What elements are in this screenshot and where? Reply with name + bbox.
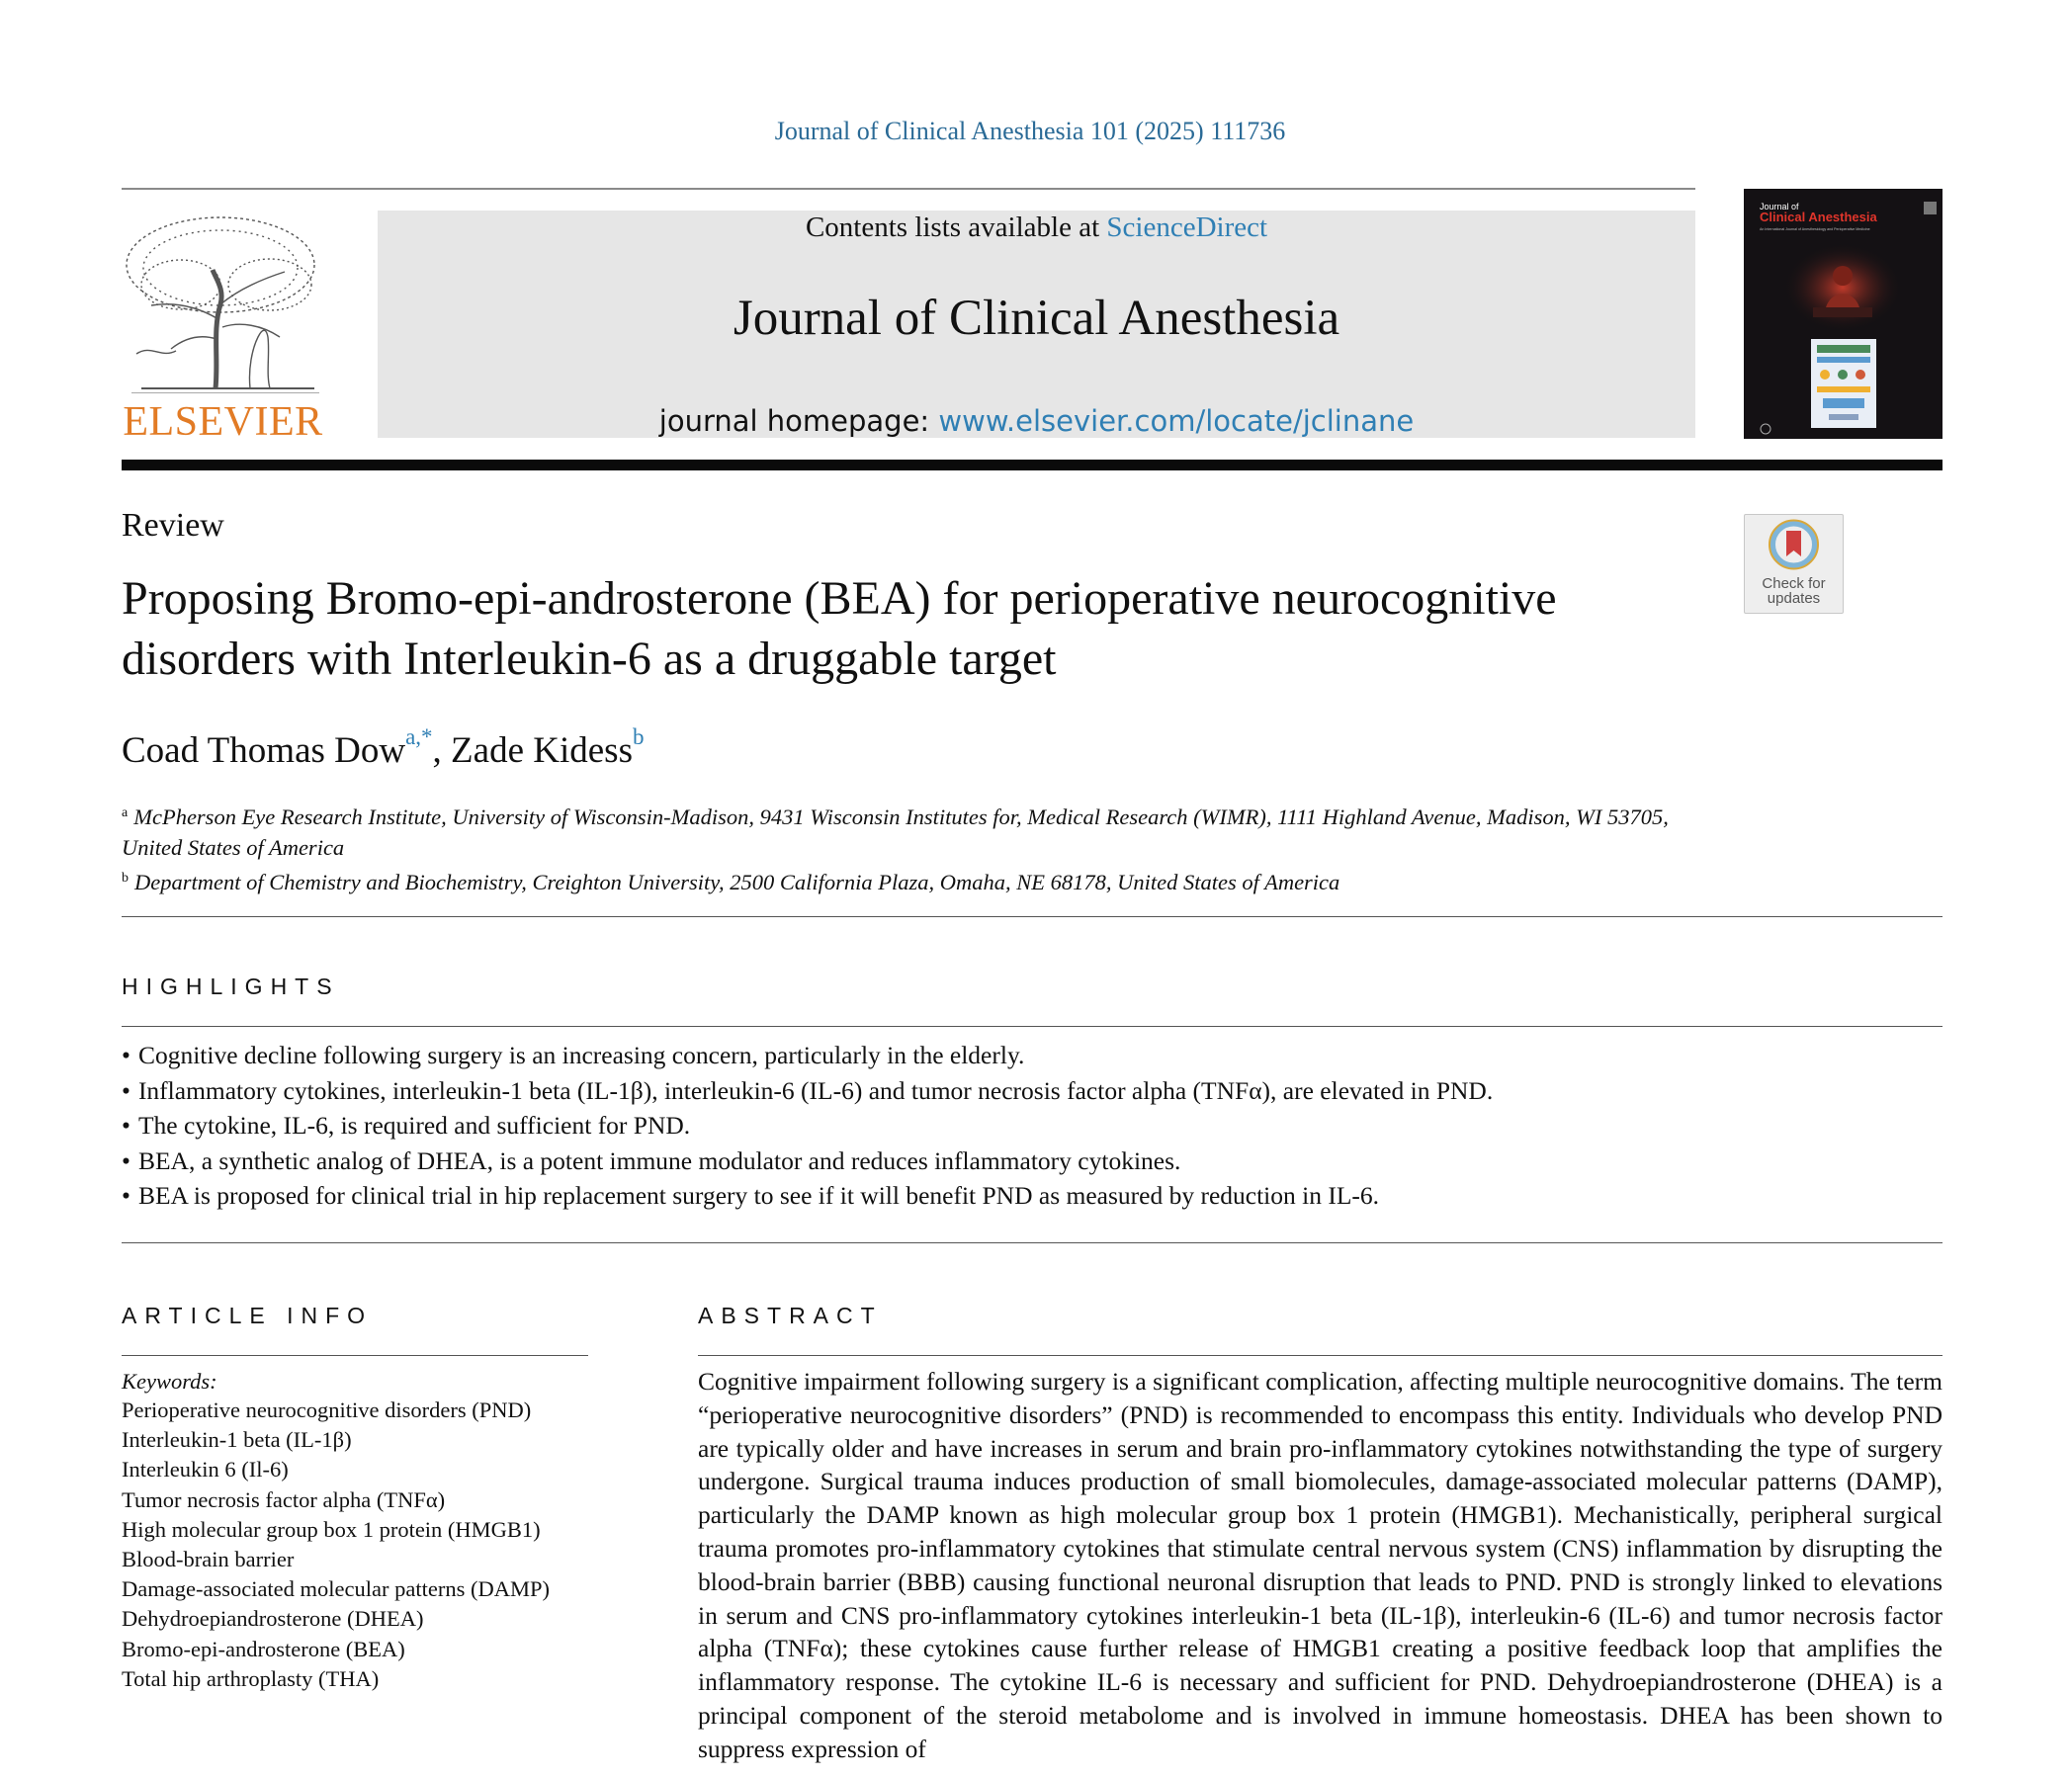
affiliation-text: Department of Chemistry and Biochemistry, Creighton University, 2500 California Plaza, Omaha, NE 68178, United States of America xyxy=(134,870,1340,894)
highlight-item: • The cytokine, IL-6, is required and sufficient for PND. xyxy=(122,1108,1942,1144)
author-list xyxy=(122,724,644,772)
keyword-item[interactable]: Blood-brain barrier xyxy=(122,1547,295,1572)
author-name[interactable]: Coad Thomas Dow xyxy=(122,730,406,771)
journal-masthead xyxy=(378,211,1695,438)
check-updates-line1: Check for xyxy=(1762,575,1826,592)
keyword-item[interactable]: Damage-associated molecular patterns (DAMP) xyxy=(122,1576,550,1602)
keyword-item[interactable]: Tumor necrosis factor alpha (TNFα) xyxy=(122,1486,446,1512)
contents-line xyxy=(378,211,1695,244)
affiliation-text: McPherson Eye Research Institute, University of Wisconsin-Madison, 9431 Wisconsin Institutes for, Medical Research (WIMR), 1111 Highland Avenue, Madison, WI 53705, United States of America xyxy=(122,805,1669,860)
cover-subtitle: An International Journal of Anesthesiology and Perioperative Medicine xyxy=(1760,227,1870,231)
author-separator: , xyxy=(432,730,452,771)
abstract-body: Cognitive impairment following surgery is a significant complication, affecting multiple neurocognitive domains. The term “perioperative neurocognitive disorders” (PND) is recommended to encompass this entity. Individuals who develop PND are typically older and have increases in serum and brain pro-inflammatory cytokines notwithstanding the type of surgery undergone. Surgical trauma induces production of small biomolecules, damage-associated molecular patterns (DAMP), particularly the DAMP known as high molecular group box 1 protein (HMGB1). Mechanistically, peripheral surgical trauma promotes pro-inflammatory cytokines that stimulate central nervous system (CNS) inflammation by disrupting the blood-brain barrier (BBB) causing functional neuronal disruption that leads to PND. PND is strongly linked to elevations in serum and CNS pro-inflammatory cytokines interleukin-1 beta (IL-1β), interleukin-6 (IL-6) and tumor necrosis factor alpha (TNFα); these cytokines cause further release of HMGB1 creating a positive feedback loop that amplifies the inflammatory response. The cytokine IL-6 is necessary and sufficient for PND. Dehydroepiandrosterone (DHEA) is a principal component of the steroid metabolome and is involved in immune homeostasis. DHEA has been shown to suppress expression of xyxy=(698,1367,1942,1763)
masthead-bottom-bar xyxy=(122,460,1942,470)
contents-prefix: Contents lists available at xyxy=(805,212,1107,243)
highlight-item: • Cognitive decline following surgery is an increasing concern, particularly in the elderly. xyxy=(122,1038,1942,1073)
author-affiliation-link[interactable]: b xyxy=(632,724,645,749)
keyword-item[interactable]: Interleukin 6 (Il-6) xyxy=(122,1457,289,1482)
author-name[interactable]: Zade Kidess xyxy=(451,730,633,771)
elsevier-wordmark: ELSEVIER xyxy=(123,399,323,445)
check-for-updates-button[interactable] xyxy=(1744,514,1844,614)
journal-homepage-link[interactable]: www.elsevier.com/locate/jclinane xyxy=(938,404,1415,438)
keywords-list xyxy=(122,1396,550,1694)
affiliation-mark: b xyxy=(122,871,129,886)
keyword-item[interactable]: Interleukin-1 beta (IL-1β) xyxy=(122,1427,352,1453)
cover-corner-icon xyxy=(1924,202,1937,214)
journal-cover-thumbnail[interactable] xyxy=(1744,189,1942,439)
journal-name[interactable]: Journal of Clinical Anesthesia xyxy=(733,291,1340,346)
homepage-prefix: journal homepage: xyxy=(658,404,939,438)
sciencedirect-link[interactable]: ScienceDirect xyxy=(1106,212,1268,243)
affiliation-mark: a xyxy=(122,805,129,820)
top-divider xyxy=(122,188,1695,190)
keywords-label: Keywords: xyxy=(122,1369,217,1394)
check-updates-icon xyxy=(1745,515,1843,574)
keyword-item[interactable]: Dehydroepiandrosterone (DHEA) xyxy=(122,1606,424,1632)
affiliations xyxy=(122,798,1703,897)
highlights-top-divider xyxy=(122,1026,1942,1027)
cover-title-top: Journal of xyxy=(1760,202,1799,212)
check-updates-line2: updates xyxy=(1767,590,1821,607)
keyword-item[interactable]: Perioperative neurocognitive disorders (PND) xyxy=(122,1398,532,1422)
highlights-list xyxy=(122,1038,1942,1214)
article-type: Review xyxy=(122,507,224,544)
journal-citation[interactable]: Journal of Clinical Anesthesia 101 (2025) 111736 xyxy=(774,117,1286,145)
affiliations-divider xyxy=(122,916,1942,917)
keyword-item[interactable]: Bromo-epi-androsterone (BEA) xyxy=(122,1636,405,1661)
highlights-bottom-divider xyxy=(122,1242,1942,1243)
article-info-heading: ARTICLE INFO xyxy=(122,1303,374,1328)
highlight-item: • BEA, a synthetic analog of DHEA, is a potent immune modulator and reduces inflammatory cytokines. xyxy=(122,1144,1942,1179)
highlight-item: • BEA is proposed for clinical trial in hip replacement surgery to see if it will benefit PND as measured by reduction in IL-6. xyxy=(122,1178,1942,1214)
tree-engraving-icon xyxy=(122,211,324,393)
elsevier-logo[interactable] xyxy=(122,211,324,445)
homepage-line xyxy=(378,404,1695,438)
keyword-item[interactable]: High molecular group box 1 protein (HMGB1) xyxy=(122,1516,541,1542)
cover-artwork xyxy=(1744,189,1942,439)
article-title: Proposing Bromo-epi-androsterone (BEA) for perioperative neurocognitive disorders with Interleukin-6 as a druggable target xyxy=(122,572,1557,685)
affiliation-item xyxy=(122,863,1703,897)
author-affiliation-link[interactable]: a,* xyxy=(405,724,433,749)
cover-title-main: Clinical Anesthesia xyxy=(1760,210,1877,224)
highlight-item: • Inflammatory cytokines, interleukin-1 beta (IL-1β), interleukin-6 (IL-6) and tumor necrosis factor alpha (TNFα), are elevated in PND. xyxy=(122,1073,1942,1109)
abstract-heading: ABSTRACT xyxy=(698,1303,883,1328)
abstract-divider xyxy=(698,1355,1942,1356)
article-info-divider xyxy=(122,1355,588,1356)
keyword-item[interactable]: Total hip arthroplasty (THA) xyxy=(122,1665,380,1691)
check-updates-label xyxy=(1745,576,1843,606)
affiliation-item xyxy=(122,798,1703,863)
highlights-heading: HIGHLIGHTS xyxy=(122,974,340,999)
